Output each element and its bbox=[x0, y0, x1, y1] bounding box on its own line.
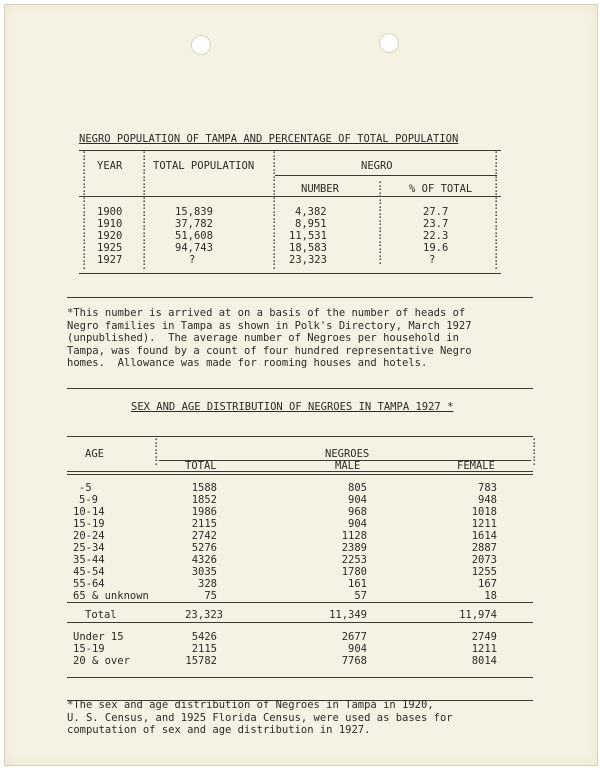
header-negroes: NEGROES bbox=[325, 448, 370, 460]
footnote-line: U. S. Census, and 1925 Florida Census, were used as bases for bbox=[67, 711, 453, 724]
footnote-line: *This number is arrived at on a basis of the number of heads of bbox=[67, 307, 466, 319]
cell-percent: 19.6 bbox=[423, 242, 449, 254]
cell-age: 20 & over bbox=[73, 655, 130, 667]
footnote-line: *The sex and age distribution of Negroes in Tampa in 1920, bbox=[67, 699, 434, 711]
cell-male: 7768 bbox=[341, 655, 367, 667]
cell-age: 15-19 bbox=[73, 518, 105, 530]
cell-female: 1018 bbox=[471, 506, 497, 518]
cell-female: 2887 bbox=[471, 542, 497, 554]
cell-number: 11,531 bbox=[289, 230, 327, 242]
cell-age: 35-44 bbox=[73, 554, 105, 566]
cell-female: 2749 bbox=[471, 631, 497, 643]
cell-total: 15,839 bbox=[175, 206, 213, 218]
cell-female: 1614 bbox=[471, 530, 497, 542]
header-year: YEAR bbox=[97, 160, 123, 172]
column-separator: : : : : : : : : : : : : : : : : : bbox=[493, 148, 500, 272]
header-female: FEMALE bbox=[457, 460, 495, 472]
footnote-line: Tampa, was found by a count of four hundred representative Negro bbox=[67, 344, 472, 357]
document-page bbox=[4, 4, 598, 766]
cell-female: 1211 bbox=[471, 643, 497, 655]
cell-number: 18,583 bbox=[289, 242, 327, 254]
cell-male: 1128 bbox=[341, 530, 367, 542]
cell-number: 23,323 bbox=[289, 254, 327, 266]
header-negro: NEGRO bbox=[361, 160, 393, 172]
cell-total: 5426 bbox=[191, 631, 217, 643]
cell-age: 10-14 bbox=[73, 506, 105, 518]
divider bbox=[275, 175, 497, 176]
table2-title: SEX AND AGE DISTRIBUTION OF NEGROES IN TAMPA 1927 * bbox=[131, 401, 454, 413]
cell-age: 45-54 bbox=[73, 566, 105, 578]
cell-total: ? bbox=[189, 254, 196, 266]
cell-female: 1255 bbox=[471, 566, 497, 578]
cell-age: 25-34 bbox=[73, 542, 105, 554]
divider bbox=[67, 622, 533, 623]
cell-age: 55-64 bbox=[73, 578, 105, 590]
cell-total: 23,323 bbox=[185, 609, 223, 621]
column-separator: : : : : : : : : : : : : : : : : : bbox=[81, 148, 88, 272]
cell-male: 2677 bbox=[341, 631, 367, 643]
cell-age: -5 bbox=[79, 482, 92, 494]
header-age: AGE bbox=[85, 448, 104, 460]
footnote-line: computation of sex and age distribution in 1927. bbox=[67, 724, 371, 736]
punch-hole bbox=[191, 35, 211, 55]
cell-total: 1852 bbox=[191, 494, 217, 506]
cell-number: 8,951 bbox=[295, 218, 327, 230]
cell-age: 20-24 bbox=[73, 530, 105, 542]
cell-female: 2073 bbox=[471, 554, 497, 566]
cell-male: 1780 bbox=[341, 566, 367, 578]
cell-male: 904 bbox=[348, 494, 367, 506]
header-percent-of-total: % OF TOTAL bbox=[409, 183, 473, 195]
divider bbox=[67, 471, 533, 475]
divider bbox=[67, 297, 533, 298]
divider bbox=[79, 196, 501, 197]
header-number: NUMBER bbox=[301, 183, 339, 195]
cell-male: 805 bbox=[348, 482, 367, 494]
column-separator: : : : : : : : : : : : : bbox=[377, 178, 384, 267]
cell-year: 1910 bbox=[97, 218, 123, 230]
footnote-line: homes. Allowance was made for rooming houses and hotels. bbox=[67, 357, 428, 369]
cell-total: 2115 bbox=[191, 643, 217, 655]
cell-male: 2253 bbox=[341, 554, 367, 566]
cell-total: 51,608 bbox=[175, 230, 213, 242]
cell-male: 57 bbox=[354, 590, 367, 602]
cell-total: 5276 bbox=[191, 542, 217, 554]
cell-male: 968 bbox=[348, 506, 367, 518]
cell-percent: 23.7 bbox=[423, 218, 449, 230]
cell-age: Under 15 bbox=[73, 631, 124, 643]
footnote bbox=[67, 699, 453, 737]
cell-male: 2389 bbox=[341, 542, 367, 554]
cell-total: 4326 bbox=[191, 554, 217, 566]
footnote-line: Negro families in Tampa as shown in Polk's Directory, March 1927 bbox=[67, 319, 472, 332]
cell-male: 11,349 bbox=[329, 609, 367, 621]
cell-total: 2115 bbox=[191, 518, 217, 530]
header-total-population: TOTAL POPULATION bbox=[153, 160, 255, 172]
cell-year: 1927 bbox=[97, 254, 123, 266]
cell-male: 904 bbox=[348, 518, 367, 530]
cell-age: 65 & unknown bbox=[73, 590, 149, 602]
cell-female: 8014 bbox=[471, 655, 497, 667]
cell-percent: 22.3 bbox=[423, 230, 449, 242]
cell-female: 167 bbox=[478, 578, 497, 590]
cell-total: 75 bbox=[204, 590, 217, 602]
cell-female: 783 bbox=[478, 482, 497, 494]
footnote bbox=[67, 307, 472, 370]
cell-total: 1588 bbox=[191, 482, 217, 494]
cell-total: 94,743 bbox=[175, 242, 213, 254]
cell-total: 2742 bbox=[191, 530, 217, 542]
divider bbox=[67, 388, 533, 389]
cell-year: 1925 bbox=[97, 242, 123, 254]
cell-female: 1211 bbox=[471, 518, 497, 530]
column-separator: : : : : : : : : : : : : : : : : : bbox=[271, 148, 278, 272]
cell-age: Total bbox=[85, 609, 117, 621]
divider bbox=[67, 677, 533, 678]
cell-total: 37,782 bbox=[175, 218, 213, 230]
header-male: MALE bbox=[335, 460, 361, 472]
cell-total: 1986 bbox=[191, 506, 217, 518]
cell-male: 161 bbox=[348, 578, 367, 590]
cell-total: 328 bbox=[198, 578, 217, 590]
cell-percent: 27.7 bbox=[423, 206, 449, 218]
cell-female: 18 bbox=[484, 590, 497, 602]
divider bbox=[67, 436, 533, 437]
footnote-line: (unpublished). The average number of Negroes per household in bbox=[67, 332, 459, 344]
cell-year: 1920 bbox=[97, 230, 123, 242]
cell-male: 904 bbox=[348, 643, 367, 655]
table1-title: NEGRO POPULATION OF TAMPA AND PERCENTAGE OF TOTAL POPULATION bbox=[79, 133, 459, 145]
cell-percent: ? bbox=[429, 254, 436, 266]
cell-number: 4,382 bbox=[295, 206, 327, 218]
cell-year: 1900 bbox=[97, 206, 123, 218]
divider bbox=[67, 602, 533, 603]
column-separator: : : : : bbox=[531, 435, 538, 468]
cell-total: 15782 bbox=[185, 655, 217, 667]
cell-age: 5-9 bbox=[79, 494, 98, 506]
cell-age: 15-19 bbox=[73, 643, 105, 655]
divider bbox=[79, 273, 501, 274]
cell-female: 11,974 bbox=[459, 609, 497, 621]
column-separator: : : : : bbox=[153, 435, 160, 468]
column-separator: : : : : : : : : : : : : : : : : : bbox=[141, 148, 148, 272]
cell-total: 3035 bbox=[191, 566, 217, 578]
punch-hole bbox=[379, 33, 399, 53]
header-total: TOTAL bbox=[185, 460, 217, 472]
cell-female: 948 bbox=[478, 494, 497, 506]
